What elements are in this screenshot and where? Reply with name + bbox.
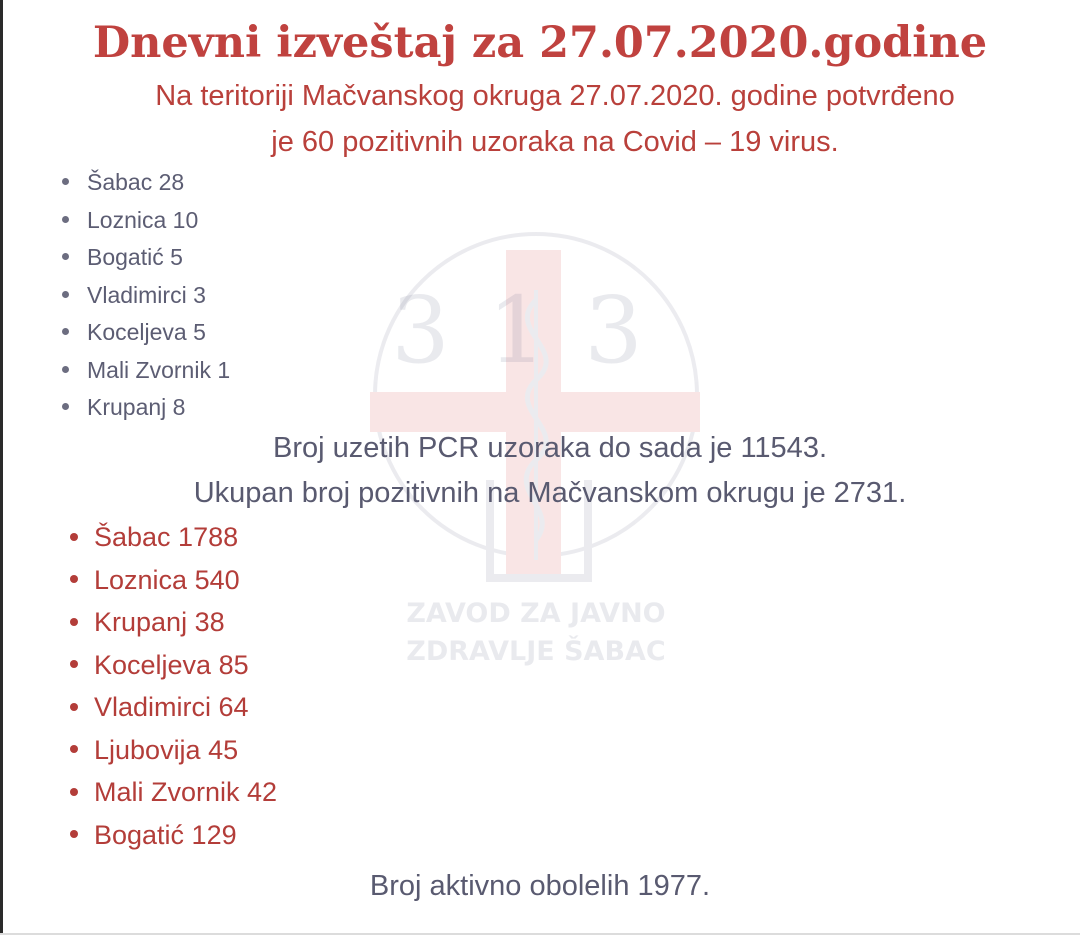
- list-item-label: Bogatić 5: [87, 244, 183, 270]
- bullet-icon: [62, 291, 69, 298]
- list-item: [70, 729, 277, 772]
- bullet-icon: [62, 328, 69, 335]
- list-item-label: Vladimirci 64: [94, 692, 249, 722]
- list-item: [62, 277, 230, 315]
- list-item: [62, 352, 230, 390]
- bullet-icon: [70, 830, 78, 838]
- bullet-icon: [70, 788, 78, 796]
- bullet-icon: [70, 575, 78, 583]
- list-item-label: Bogatić 129: [94, 819, 237, 850]
- bullet-icon: [62, 403, 69, 410]
- active-total-text: Broj aktivno obolelih 1977.: [369, 870, 711, 902]
- list-item-label: Ljubovija 45: [94, 734, 239, 765]
- bullet-icon: [70, 660, 78, 668]
- list-item: [70, 686, 277, 729]
- list-item-label: Šabac 28: [87, 169, 185, 195]
- list-item-label: Loznica 540: [94, 564, 240, 595]
- list-item: [70, 516, 277, 559]
- watermark-line-1: ZAVOD ZA JAVNO: [406, 598, 666, 629]
- list-item: [70, 814, 277, 857]
- daily-cases-list: [62, 164, 230, 427]
- watermark-line-2: ZDRAVLJE ŠABAC: [406, 636, 666, 667]
- bullet-icon: [62, 253, 69, 260]
- list-item: [62, 389, 230, 427]
- list-item-label: Mali Zvornik 1: [87, 356, 231, 383]
- bullet-icon: [62, 366, 69, 373]
- list-item-label: Krupanj 38: [94, 607, 225, 637]
- left-frame-edge: [0, 0, 3, 935]
- list-item-label: Mali Zvornik 42: [94, 777, 278, 807]
- bullet-icon: [62, 216, 69, 223]
- intro-line-1: Na teritoriji Mačvanskog okruga 27.07.2020. godine potvrđeno: [155, 80, 955, 112]
- bullet-icon: [70, 618, 78, 626]
- report-title: Dnevni izveštaj za 27.07.2020.godine: [92, 18, 988, 68]
- list-item-label: Koceljeva 5: [87, 319, 206, 345]
- list-item-label: Vladimirci 3: [87, 281, 206, 308]
- bullet-icon: [70, 745, 78, 753]
- pcr-total-text: Broj uzetih PCR uzoraka do sada je 11543.: [272, 432, 828, 464]
- list-item-label: Loznica 10: [87, 206, 199, 233]
- list-item: [70, 644, 277, 687]
- positive-total-text: Ukupan broj pozitivnih na Mačvanskom okrugu je 2731.: [193, 477, 907, 509]
- bullet-icon: [62, 178, 69, 185]
- intro-line-2: je 60 pozitivnih uzoraka na Covid – 19 virus.: [271, 126, 839, 158]
- list-item: [70, 601, 277, 644]
- list-item-label: Koceljeva 85: [94, 649, 249, 680]
- logo-number-text: 313: [391, 277, 681, 384]
- list-item: [70, 771, 277, 814]
- list-item: [62, 314, 230, 352]
- list-item: [62, 239, 230, 277]
- list-item: [62, 202, 230, 240]
- list-item: [70, 559, 277, 602]
- list-item-label: Šabac 1788: [94, 522, 239, 552]
- total-cases-list: [70, 516, 277, 856]
- list-item-label: Krupanj 8: [87, 394, 186, 420]
- bullet-icon: [70, 533, 78, 541]
- list-item: [62, 164, 230, 202]
- bullet-icon: [70, 703, 78, 711]
